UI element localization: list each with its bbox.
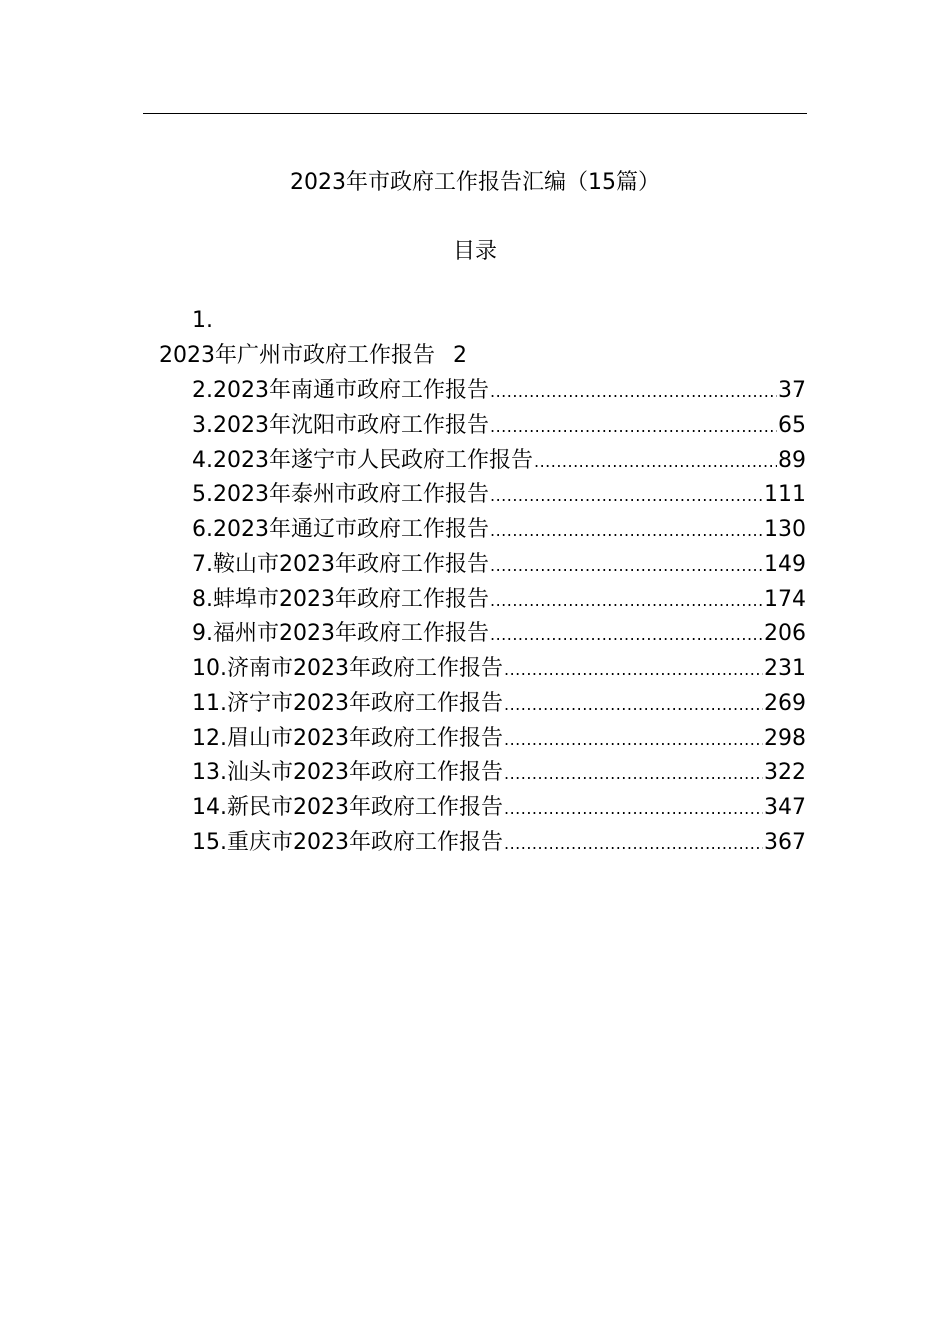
toc-entry-label: 7.鞍山市2023年政府工作报告	[192, 551, 489, 577]
toc-entry-label: 6.2023年通辽市政府工作报告	[192, 517, 489, 542]
toc-entry[interactable]	[192, 826, 806, 861]
toc-entry[interactable]	[192, 409, 806, 444]
header-rule	[143, 113, 807, 114]
toc-entry-1-label: 2023年广州市政府工作报告	[159, 343, 435, 368]
toc-entry-page: 130	[764, 517, 806, 542]
dot-leader	[534, 445, 777, 479]
toc-entry[interactable]	[192, 756, 806, 791]
toc-entry-page: 65	[778, 412, 806, 438]
toc-entry-label: 14.新民市2023年政府工作报告	[192, 795, 503, 820]
toc-entry-page: 322	[764, 760, 806, 786]
toc-entry-1[interactable]	[159, 339, 467, 373]
dot-leader	[504, 792, 763, 826]
toc-entry-page: 347	[764, 795, 806, 820]
toc-entry[interactable]	[192, 374, 806, 409]
toc-entry[interactable]	[192, 791, 806, 826]
toc-entry[interactable]	[192, 722, 806, 757]
toc-entry-page: 367	[764, 829, 806, 855]
toc-entry-label: 4.2023年遂宁市人民政府工作报告	[192, 447, 533, 473]
toc-entry-page: 37	[778, 378, 806, 403]
dot-leader	[504, 827, 763, 861]
dot-leader	[490, 410, 777, 444]
toc-entry-label: 3.2023年沈阳市政府工作报告	[192, 412, 489, 438]
toc-entry-page: 298	[764, 725, 806, 751]
dot-leader	[504, 757, 763, 791]
toc-entry[interactable]	[192, 687, 806, 722]
toc-entry[interactable]	[192, 444, 806, 479]
toc-entry-page: 149	[764, 551, 806, 577]
toc-entry-page: 111	[764, 482, 806, 508]
toc-entry-page: 206	[764, 621, 806, 647]
toc-entry-page: 269	[764, 690, 806, 716]
toc-entry[interactable]	[192, 583, 806, 618]
toc-entry-label: 13.汕头市2023年政府工作报告	[192, 760, 503, 786]
dot-leader	[504, 723, 763, 757]
dot-leader	[490, 584, 763, 618]
toc-heading: 目录	[452, 239, 497, 264]
dot-leader	[490, 549, 763, 583]
toc-entry[interactable]	[192, 513, 806, 548]
document-title: 2023年市政府工作报告汇编（15篇）	[290, 170, 660, 195]
toc-entry[interactable]	[192, 478, 806, 513]
toc-entry-1-number[interactable]: 1.	[192, 308, 213, 333]
dot-leader	[490, 514, 763, 548]
toc-entry-page: 89	[778, 447, 806, 473]
table-of-contents	[192, 374, 806, 861]
toc-entry-page: 174	[764, 586, 806, 612]
toc-entry[interactable]	[192, 652, 806, 687]
toc-entry-label: 8.蚌埠市2023年政府工作报告	[192, 586, 489, 612]
toc-entry-label: 11.济宁市2023年政府工作报告	[192, 690, 503, 716]
toc-entry-label: 9.福州市2023年政府工作报告	[192, 621, 489, 647]
toc-entry-1-page: 2	[453, 343, 467, 368]
dot-leader	[504, 653, 763, 687]
toc-entry[interactable]	[192, 548, 806, 583]
dot-leader	[490, 479, 763, 513]
toc-entry-label: 2.2023年南通市政府工作报告	[192, 378, 489, 403]
toc-entry[interactable]	[192, 617, 806, 652]
toc-entry-label: 10.济南市2023年政府工作报告	[192, 656, 503, 681]
dot-leader	[490, 375, 777, 409]
toc-entry-page: 231	[764, 656, 806, 681]
toc-entry-label: 12.眉山市2023年政府工作报告	[192, 725, 503, 751]
toc-entry-label: 5.2023年泰州市政府工作报告	[192, 482, 489, 508]
dot-leader	[504, 688, 763, 722]
dot-leader	[490, 618, 763, 652]
toc-entry-label: 15.重庆市2023年政府工作报告	[192, 829, 503, 855]
